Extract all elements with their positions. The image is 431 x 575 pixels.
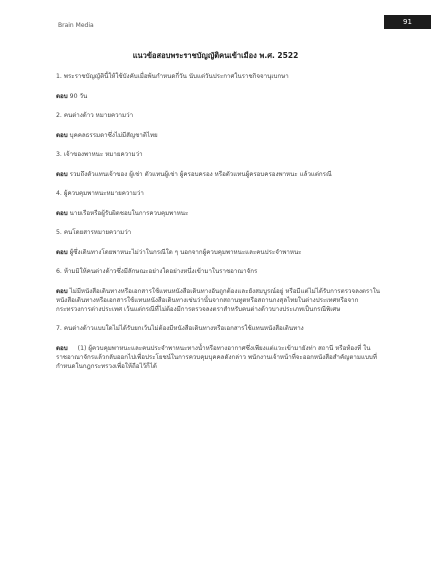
publisher-name: Brain Media <box>58 22 94 29</box>
answer-5 <box>56 248 380 257</box>
question-6: 6. ห้ามมิให้คนต่างด้าวซึ่งมีลักษณะอย่างใดอย่างหนึ่งเข้ามาในราชอาณาจักร <box>56 268 258 275</box>
answer-7 <box>56 344 380 371</box>
answer-label: ตอบ <box>56 345 68 352</box>
answer-label: ตอบ <box>56 171 68 178</box>
question-1: 1. พระราชบัญญัตินี้ให้ใช้บังคับเมื่อพ้นกำหนดกี่วัน นับแต่วันประกาศในราชกิจจานุเบกษา <box>56 73 289 80</box>
answer-label: ตอบ <box>56 132 68 139</box>
answer-text: บุคคลธรรมดาซึ่งไม่มีสัญชาติไทย <box>67 132 158 139</box>
answer-label: ตอบ <box>56 210 68 217</box>
answer-text: ผู้ซึ่งเดินทางโดยพาหนะไม่ว่าในกรณีใด ๆ นอกจากผู้ควบคุมพาหนะและคนประจำพาหนะ <box>67 249 302 256</box>
answer-text: ไม่มีหนังสือเดินทางหรือเอกสารใช้แทนหนังสือเดินทางอันถูกต้องและยังสมบูรณ์อยู่ หรือมีแต่ไม่ได้รับการตรวจลงตราในหนังสือเดินทางหรือเอกสารใช้แทนหนังสือเดินทางเช่นว่านั้นจากสถานทูตหรือสถานกงสุลไทยในต่างประเทศหรือจากกระทรวงการต่างประเทศ เว้นแต่กรณีที่ไม่ต้องมีการตรวจลงตราสำหรับคนต่างด้าวบางประเภทเป็นกรณีพิเศษ <box>56 288 380 313</box>
answer-3 <box>56 170 380 179</box>
answer-text: นายเรือหรือผู้รับผิดชอบในการควบคุมพาหนะ <box>67 210 189 217</box>
question-list <box>56 72 380 381</box>
answer-label: ตอบ <box>56 288 68 295</box>
answer-text: รวมถึงตัวแทนเจ้าของ ผู้เช่า ตัวแทนผู้เช่า ผู้ครอบครอง หรือตัวแทนผู้ครอบครองพาหนะ แล้วแต่กรณี <box>67 171 332 178</box>
answer-text: (1) ผู้ควบคุมพาหนะและคนประจำพาหนะทางน้ำหรือทางอากาศซึ่งเพียงแต่แวะเข้ามายังท่า สถานี หรือท้องที่ ในราชอาณาจักรแล้วกลับออกไปเพื่อประโยชน์ในการควบคุมบุคคลดังกล่าว พนักงานเจ้าหน้าที่จะออกหนังสือสำคัญตามแบบที่กำหนดในกฎกระทรวงเพื่อให้ถือไว้ก็ได้ <box>56 345 377 370</box>
question-2: 2. คนต่างด้าว หมายความว่า <box>56 112 134 119</box>
answer-6 <box>56 287 380 314</box>
page-title: แนวข้อสอบพระราชบัญญัติคนเข้าเมือง พ.ศ. 2522 <box>132 51 299 60</box>
question-7: 7. คนต่างด้าวแบบใดไม่ได้รับยกเว้นไม่ต้องมีหนังสือเดินทางหรือเอกสารใช้แทนหนังสือเดินทาง <box>56 325 304 332</box>
question-4: 4. ผู้ควบคุมพาหนะหมายความว่า <box>56 190 144 197</box>
question-5: 5. คนโดยสารหมายความว่า <box>56 229 132 236</box>
answer-4 <box>56 209 380 218</box>
answer-1 <box>56 92 380 101</box>
page-number-badge: 91 <box>384 15 431 29</box>
answer-text: 90 วัน <box>67 93 88 100</box>
answer-label: ตอบ <box>56 249 68 256</box>
answer-label: ตอบ <box>56 93 68 100</box>
answer-2 <box>56 131 380 140</box>
question-3: 3. เจ้าของพาหนะ หมายความว่า <box>56 151 143 158</box>
